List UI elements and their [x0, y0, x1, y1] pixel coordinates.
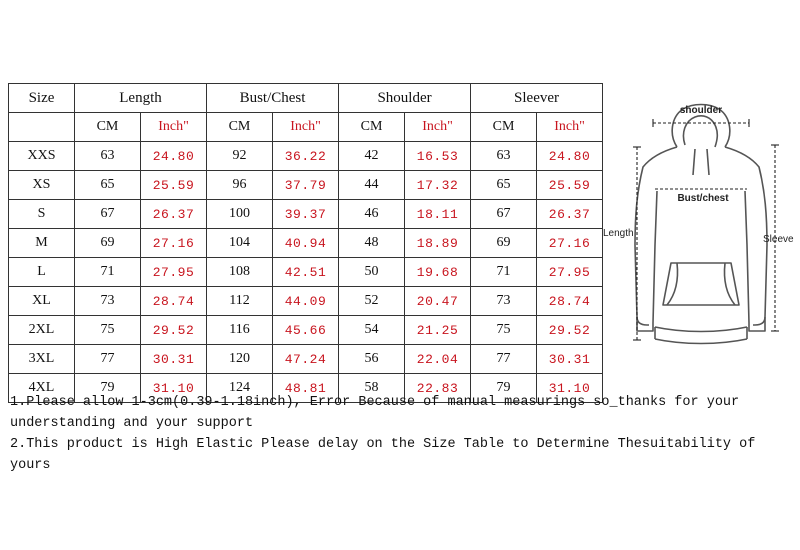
- bust-cm-cell: 108: [207, 258, 273, 287]
- size-label: 2XL: [9, 316, 75, 345]
- size-label: XXS: [9, 142, 75, 171]
- size-label: XL: [9, 287, 75, 316]
- length-cm-cell: 75: [75, 316, 141, 345]
- shoulder-cm-cell: 46: [339, 200, 405, 229]
- shoulder-cm-cell: 50: [339, 258, 405, 287]
- unit-cm-header: CM: [207, 113, 273, 142]
- length-cm-cell: 65: [75, 171, 141, 200]
- bust-inch-cell: 42.51: [273, 258, 339, 287]
- bust-cm-cell: 124: [207, 374, 273, 403]
- shoulder-inch-cell: 18.11: [405, 200, 471, 229]
- table-units-row: [9, 113, 603, 142]
- sleeve-cm-cell: 69: [471, 229, 537, 258]
- hoodie-outline-drawing: [635, 105, 767, 344]
- unit-cm-header: CM: [75, 113, 141, 142]
- shoulder-header: Shoulder: [339, 84, 471, 113]
- sleeve-cm-cell: 63: [471, 142, 537, 171]
- shoulder-cm-cell: 52: [339, 287, 405, 316]
- bust-inch-cell: 36.22: [273, 142, 339, 171]
- size-label: XS: [9, 171, 75, 200]
- bust-cm-cell: 96: [207, 171, 273, 200]
- bust-chest-header: Bust/Chest: [207, 84, 339, 113]
- length-inch-cell: 27.95: [141, 258, 207, 287]
- unit-cm-header: CM: [471, 113, 537, 142]
- sleeve-cm-cell: 79: [471, 374, 537, 403]
- sleeve-inch-cell: 29.52: [537, 316, 603, 345]
- sleeve-cm-cell: 73: [471, 287, 537, 316]
- bust-inch-cell: 40.94: [273, 229, 339, 258]
- bust-cm-cell: 120: [207, 345, 273, 374]
- unit-inch-header: Inch": [273, 113, 339, 142]
- shoulder-cm-cell: 44: [339, 171, 405, 200]
- sleeve-inch-cell: 30.31: [537, 345, 603, 374]
- sleeve-inch-cell: 24.80: [537, 142, 603, 171]
- table-row: [9, 258, 603, 287]
- bust-inch-cell: 45.66: [273, 316, 339, 345]
- table-row: [9, 287, 603, 316]
- length-label: Length: [603, 228, 634, 239]
- table-row: [9, 229, 603, 258]
- bust-inch-cell: 44.09: [273, 287, 339, 316]
- bust-chest-label: Bust/chest: [677, 193, 729, 204]
- length-inch-cell: 29.52: [141, 316, 207, 345]
- sleeve-cm-cell: 65: [471, 171, 537, 200]
- bust-inch-cell: 47.24: [273, 345, 339, 374]
- bust-cm-cell: 112: [207, 287, 273, 316]
- table-row: [9, 171, 603, 200]
- length-cm-cell: 77: [75, 345, 141, 374]
- sleeve-cm-cell: 77: [471, 345, 537, 374]
- length-inch-cell: 27.16: [141, 229, 207, 258]
- shoulder-cm-cell: 42: [339, 142, 405, 171]
- length-cm-cell: 79: [75, 374, 141, 403]
- sleeve-inch-cell: 25.59: [537, 171, 603, 200]
- length-header: Length: [75, 84, 207, 113]
- bust-cm-cell: 116: [207, 316, 273, 345]
- note-line-1: 1.Please allow 1-3cm(0.39-1.18inch), Error Because of manual measurings so_thanks for your: [10, 395, 740, 410]
- size-label: 4XL: [9, 374, 75, 403]
- length-inch-cell: 31.10: [141, 374, 207, 403]
- bust-cm-cell: 92: [207, 142, 273, 171]
- length-cm-cell: 71: [75, 258, 141, 287]
- length-inch-cell: 24.80: [141, 142, 207, 171]
- shoulder-inch-cell: 17.32: [405, 171, 471, 200]
- table-row: [9, 142, 603, 171]
- note-line-3: 2.This product is High Elastic Please delay on the Size Table to Determine Thesuitability of yours: [10, 437, 756, 473]
- size-chart-table: [8, 83, 603, 403]
- bust-inch-cell: 37.79: [273, 171, 339, 200]
- sleeve-inch-cell: 31.10: [537, 374, 603, 403]
- size-label: L: [9, 258, 75, 287]
- shoulder-label: shoulder: [679, 105, 723, 116]
- length-cm-cell: 69: [75, 229, 141, 258]
- sleeve-inch-cell: 27.16: [537, 229, 603, 258]
- shoulder-inch-cell: 19.68: [405, 258, 471, 287]
- length-inch-cell: 26.37: [141, 200, 207, 229]
- unit-cm-header: CM: [339, 113, 405, 142]
- length-inch-cell: 28.74: [141, 287, 207, 316]
- size-label: M: [9, 229, 75, 258]
- size-rows: [9, 142, 603, 403]
- sleeve-cm-cell: 75: [471, 316, 537, 345]
- sleeve-inch-cell: 26.37: [537, 200, 603, 229]
- shoulder-inch-cell: 22.83: [405, 374, 471, 403]
- table-group-header-row: [9, 84, 603, 113]
- shoulder-inch-cell: 22.04: [405, 345, 471, 374]
- size-header: Size: [9, 84, 75, 113]
- shoulder-inch-cell: 16.53: [405, 142, 471, 171]
- unit-inch-header: Inch": [141, 113, 207, 142]
- sleeve-inch-cell: 27.95: [537, 258, 603, 287]
- length-cm-cell: 63: [75, 142, 141, 171]
- shoulder-inch-cell: 21.25: [405, 316, 471, 345]
- unit-inch-header: Inch": [405, 113, 471, 142]
- unit-inch-header: Inch": [537, 113, 603, 142]
- bust-inch-cell: 48.81: [273, 374, 339, 403]
- length-inch-cell: 30.31: [141, 345, 207, 374]
- note-line-2: understanding and your support: [10, 416, 254, 431]
- table-row: [9, 200, 603, 229]
- sleever-header: Sleever: [471, 84, 603, 113]
- shoulder-cm-cell: 56: [339, 345, 405, 374]
- table-row: [9, 345, 603, 374]
- shoulder-inch-cell: 20.47: [405, 287, 471, 316]
- shoulder-cm-cell: 48: [339, 229, 405, 258]
- shoulder-cm-cell: 54: [339, 316, 405, 345]
- size-notes: [10, 392, 790, 476]
- sleeve-cm-cell: 67: [471, 200, 537, 229]
- table-row: [9, 316, 603, 345]
- length-cm-cell: 73: [75, 287, 141, 316]
- sleeve-label: Sleeve: [763, 234, 794, 245]
- size-label: 3XL: [9, 345, 75, 374]
- sleeve-cm-cell: 71: [471, 258, 537, 287]
- bust-cm-cell: 104: [207, 229, 273, 258]
- length-cm-cell: 67: [75, 200, 141, 229]
- shoulder-cm-cell: 58: [339, 374, 405, 403]
- hoodie-measurement-diagram: [603, 95, 795, 360]
- bust-inch-cell: 39.37: [273, 200, 339, 229]
- shoulder-inch-cell: 18.89: [405, 229, 471, 258]
- size-label: S: [9, 200, 75, 229]
- units-blank-cell: [9, 113, 75, 142]
- bust-cm-cell: 100: [207, 200, 273, 229]
- length-inch-cell: 25.59: [141, 171, 207, 200]
- sleeve-inch-cell: 28.74: [537, 287, 603, 316]
